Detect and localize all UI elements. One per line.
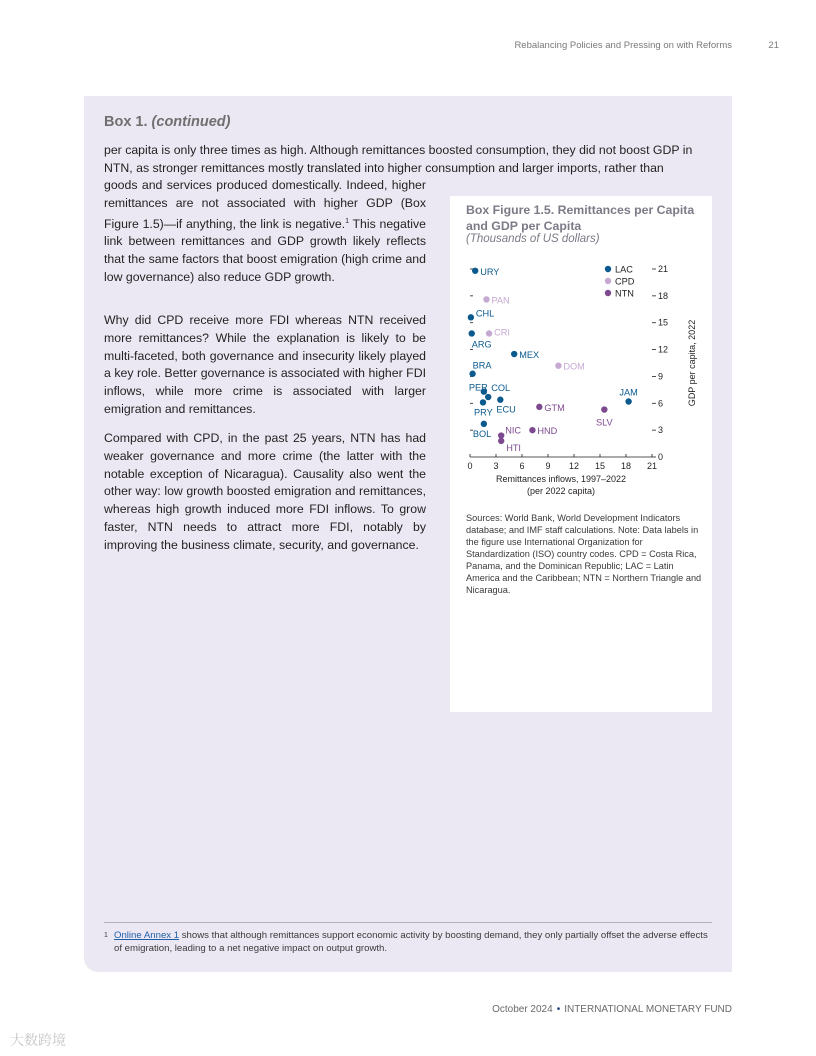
- data-point-gtm: [536, 404, 542, 410]
- page-number: 21: [768, 40, 779, 51]
- legend-label-cpd: CPD: [615, 276, 635, 287]
- paragraph-text: This negative link between remittances and GDP growth likely reflects that the same factors that boost emigration (high crime and low governance) also reduce GDP growth.: [104, 216, 426, 285]
- data-label-hnd: HND: [537, 426, 558, 437]
- data-point-bra: [469, 371, 475, 377]
- paragraph-remittances-gdp: [104, 177, 426, 287]
- page-footer: [492, 1004, 732, 1015]
- data-point-col: [485, 394, 491, 400]
- data-point-slv: [601, 406, 607, 412]
- legend-label-ntn: NTN: [615, 288, 634, 299]
- data-label-gtm: GTM: [544, 402, 565, 413]
- figure-panel: [450, 196, 712, 712]
- data-point-bol: [481, 421, 487, 427]
- footer-date: October 2024: [492, 1004, 553, 1015]
- footnote: [104, 930, 712, 955]
- box-continued: (continued): [151, 114, 231, 130]
- data-label-bol: BOL: [472, 428, 492, 439]
- data-label-jam: JAM: [619, 387, 638, 398]
- figure-title: Box Figure 1.5. Remittances per Capita and GDP per Capita: [466, 203, 695, 233]
- x-tick-label: 15: [594, 461, 606, 471]
- data-point-arg: [469, 330, 475, 336]
- x-tick-label: 6: [519, 461, 525, 471]
- data-label-slv: SLV: [595, 417, 613, 428]
- data-label-mex: MEX: [519, 350, 540, 361]
- footnote-ref[interactable]: 1: [345, 217, 350, 225]
- data-label-arg: ARG: [471, 339, 492, 350]
- paragraph-text: goods and services produced domestically. Indeed, higher remittances are not associated with higher GDP (Box Figure 1.5)—if anything, the link is negative.: [104, 178, 426, 231]
- box-label: Box 1.: [104, 114, 148, 130]
- x-tick-label: 9: [545, 461, 551, 471]
- data-point-pry: [480, 399, 486, 405]
- paragraph-governance-crime: Compared with CPD, in the past 25 years, NTN has had weaker governance and more crime (the latter with the notable exception of Nicaragua). Causality also went the other way: low growth boosted emigration and remittances, whereas high growth induced more FDI inflows. To grow faster, NTN needs to attract more FDI, notably by improving the business climate, security, and governance.: [104, 431, 426, 552]
- y-tick-label: 21: [658, 264, 669, 274]
- paragraph-intro: per capita is only three times as high. Although remittances boosted consumption, they did not boost GDP in NTN, as stronger remittances mostly translated into higher consumption and larger imports, rather than: [104, 143, 693, 175]
- footnote-mark: 1: [104, 932, 108, 939]
- y-tick-label: 6: [658, 398, 664, 409]
- data-label-nic: NIC: [505, 425, 522, 436]
- running-head: [0, 40, 816, 54]
- data-point-ury: [472, 268, 478, 274]
- running-head-title: Rebalancing Policies and Pressing on with Reforms: [514, 40, 732, 51]
- legend-label-lac: LAC: [615, 264, 633, 275]
- box-panel: [84, 96, 732, 972]
- x-tick-label: 12: [568, 461, 580, 471]
- x-axis-title: Remittances inflows, 1997–2022: [495, 474, 627, 484]
- data-point-mex: [511, 351, 517, 357]
- data-label-chl: CHL: [475, 308, 495, 319]
- data-label-dom: DOM: [563, 361, 585, 372]
- x-tick-label: 21: [646, 461, 658, 471]
- data-label-bra: BRA: [472, 360, 492, 371]
- legend-marker-cpd: [605, 278, 611, 284]
- data-point-jam: [625, 398, 631, 404]
- y-tick-label: 12: [658, 344, 669, 355]
- y-tick-label: 15: [658, 317, 669, 328]
- footnote-text: shows that although remittances support economic activity by boosting demand, they only partially offset the adverse effects of emigration, leading to a net negative impact on output growth.: [114, 930, 708, 954]
- y-tick-label: 18: [658, 290, 669, 301]
- online-annex-link[interactable]: Online Annex 1: [114, 930, 180, 941]
- footnote-rule: [104, 922, 712, 923]
- data-label-cri: CRI: [494, 327, 510, 338]
- y-axis-title: GDP per capita, 2022: [687, 319, 697, 407]
- paragraph-fdi-vs-remittances: Why did CPD receive more FDI whereas NTN received more remittances? While the explanation is likely to be multi-faceted, both governance and insecurity likely played a key role. Better governance is associated with higher FDI inflows, while more crime is associated with larger emigration and remittances.: [104, 313, 426, 416]
- data-point-ecu: [497, 397, 503, 403]
- footer-org: INTERNATIONAL MONETARY FUND: [564, 1004, 732, 1015]
- data-point-chl: [468, 314, 474, 320]
- y-tick-label: 9: [658, 371, 664, 382]
- footer-bullet: •: [556, 1004, 561, 1015]
- y-tick-label: 3: [658, 425, 664, 436]
- box-title: [104, 114, 230, 130]
- x-tick-label: 3: [493, 461, 499, 471]
- data-label-pan: PAN: [491, 295, 510, 306]
- legend-marker-ntn: [605, 290, 611, 296]
- data-label-col: COL: [491, 383, 511, 394]
- watermark: 大数跨境: [10, 1032, 66, 1048]
- data-point-cri: [486, 330, 492, 336]
- data-label-ury: URY: [480, 266, 500, 277]
- data-point-dom: [555, 362, 561, 368]
- data-point-hti: [498, 438, 504, 444]
- data-point-hnd: [529, 427, 535, 433]
- figure-subtitle: (Thousands of US dollars): [466, 233, 600, 245]
- data-label-ecu: ECU: [496, 404, 516, 415]
- x-axis-title-line2: (per 2022 capita): [526, 486, 596, 496]
- figure-source-note: Sources: World Bank, World Development Indicators database; and IMF staff calculations. Note: Data labels in the figure use International Organization for Standardization (ISO) country codes. CPD = Costa Rica, Panama, and the Dominican Republic; LAC = Latin America and the Caribbean; NTN = Northern Triangle and Nicaragua.: [466, 513, 702, 595]
- data-label-per: PER: [468, 382, 488, 393]
- data-point-pan: [483, 296, 489, 302]
- scatter-chart: [450, 196, 712, 506]
- x-tick-label: 0: [467, 461, 473, 471]
- data-label-hti: HTI: [506, 442, 522, 453]
- y-tick-label: 0: [658, 452, 664, 462]
- legend-marker-lac: [605, 266, 611, 272]
- data-label-pry: PRY: [474, 407, 493, 418]
- x-tick-label: 18: [620, 461, 632, 471]
